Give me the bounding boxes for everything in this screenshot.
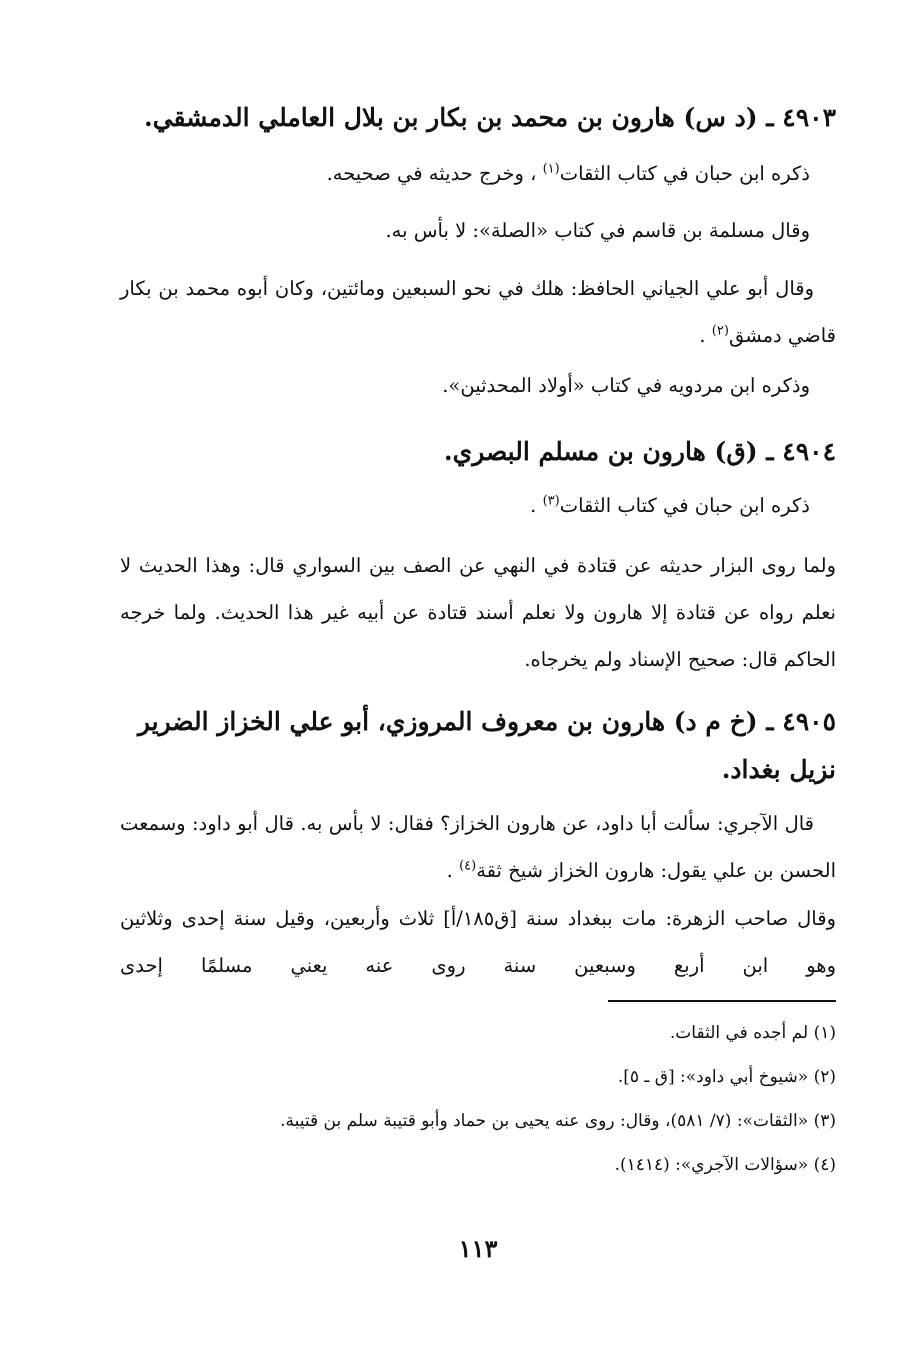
footnote-1: (١) لم أجده في الثقات.	[669, 1023, 836, 1043]
entry-heading-4903: ٤٩٠٣ ـ (د س) هارون بن محمد بن بكار بن بلال العاملي الدمشقي.	[144, 103, 836, 132]
paragraph-4903-3: وقال أبو علي الجياني الحافظ: هلك في نحو السبعين ومائتين، وكان أبوه محمد بن بكار قاضي دمشق$^{(٢)}$ .	[120, 277, 836, 347]
footnote-ref-4: (٤)	[459, 858, 477, 874]
paragraph-4904-2: ولما روى البزار حديثه عن قتادة في النهي عن الصف بين السواري قال: وهذا الحديث لا نعلم رواه عن قتادة إلا هارون ولا نعلم أسند قتادة عن أبيه غير هذا الحديث. ولما خرجه الحاكم قال: صحيح الإسناد ولم يخرجاه.	[120, 554, 836, 671]
entry-heading-4904: ٤٩٠٤ ـ (ق) هارون بن مسلم البصري.	[443, 437, 836, 466]
paragraph-4905-2: وقال صاحب الزهرة: مات ببغداد سنة [ق١٨٥/أ] ثلاث وأربعين، وقيل سنة إحدى وثلاثين وهو ابن أربع وسبعين سنة روى عنه يعني مسلمًا إحدى	[120, 907, 836, 977]
footnote-ref-1: (١)	[542, 161, 560, 177]
paragraph-4903-1: ذكره ابن حبان في كتاب الثقات$^{(١)}$ ، وخرج حديثه في صحيحه.	[326, 161, 810, 185]
footnote-3: (٣) «الثقات»: (٧/ ٥٨١)، وقال: روى عنه يحيى بن حماد وأبو قتيبة سلم بن قتيبة.	[280, 1111, 836, 1131]
paragraph-4903-2: وقال مسلمة بن قاسم في كتاب «الصلة»: لا بأس به.	[385, 219, 810, 242]
paragraph-4904-1: ذكره ابن حبان في كتاب الثقات$^{(٣)}$ .	[530, 493, 810, 517]
entry-heading-4905: ٤٩٠٥ ـ (خ م د) هارون بن معروف المروزي، أبو علي الخزاز الضرير نزيل بغداد.	[137, 707, 836, 784]
page-number: ١١٣	[458, 1234, 498, 1263]
footnote-ref-3: (٣)	[542, 493, 560, 509]
book-page	[120, 0, 836, 1354]
footnote-2: (٢) «شيوخ أبي داود»: [ق ـ ٥].	[617, 1067, 836, 1087]
footnote-ref-2: (٢)	[711, 323, 729, 339]
footnote-4: (٤) «سؤالات الآجري»: (١٤١٤).	[614, 1155, 836, 1175]
footnote-separator	[608, 1000, 836, 1002]
paragraph-4905-1: قال الآجري: سألت أبا داود، عن هارون الخزاز؟ فقال: لا بأس به. قال أبو داود: وسمعت الحسن بن علي يقول: هارون الخزاز شيخ ثقة$^{(٤)}$ .	[120, 812, 836, 882]
paragraph-4903-4: وذكره ابن مردويه في كتاب «أولاد المحدثين».	[442, 374, 810, 397]
